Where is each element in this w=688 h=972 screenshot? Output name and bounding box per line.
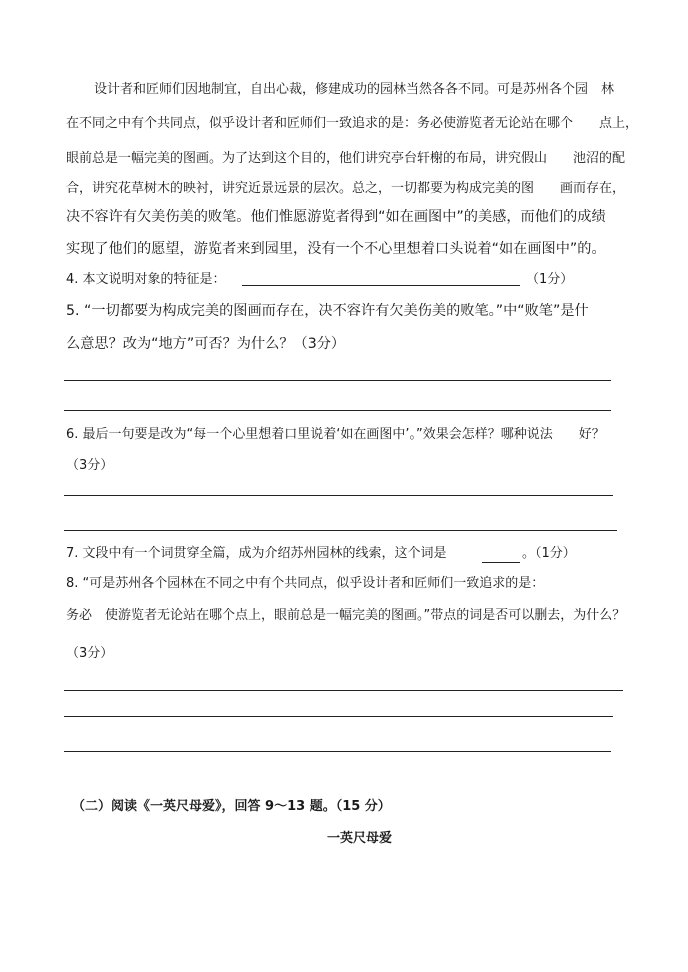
passage-line-4: 合，讲究花草树木的映衬，讲究近景远景的层次。总之，一切都要为构成完美的图 画而存在， — [66, 181, 626, 196]
question-4-score: （1分） — [526, 272, 574, 287]
question-7-score: 。（1分） — [522, 546, 576, 561]
question-8-line-1: 8. “可是苏州各个园林在不同之中有个共同点，似乎设计者和匠师们一致追求的是： — [66, 576, 545, 591]
section-2-heading: （二）阅读《一英尺母爱》，回答 9～13 题。（15 分） — [72, 799, 391, 814]
question-8-line-3: （3分） — [66, 646, 114, 661]
question-5-answer-line-1[interactable] — [64, 380, 611, 381]
question-4-answer-blank[interactable] — [242, 285, 520, 286]
question-5-line-2: 么意思？改为“地方”可否？为什么？（3分） — [66, 336, 346, 352]
question-8-answer-line-2[interactable] — [64, 716, 613, 717]
question-8-answer-line-1[interactable] — [64, 690, 623, 691]
question-6-line-1: 6. 最后一句要是改为“每一个心里想着口里说着‘如在画图中’。”效果会怎样？哪种说法 好？ — [66, 427, 605, 442]
question-6-line-2: （3分） — [66, 458, 114, 473]
question-7-answer-blank[interactable] — [482, 562, 520, 563]
passage-line-3: 眼前总是一幅完美的图画。为了达到这个目的，他们讲究亭台轩榭的布局，讲究假山 池沼的配 — [66, 151, 626, 166]
passage-line-5: 决不容许有欠美伤美的败笔。他们惟愿游览者得到“如在画图中”的美感，而他们的成绩 — [66, 209, 606, 225]
passage-line-6: 实现了他们的愿望，游览者来到园里，没有一个不心里想着口头说着“如在画图中”的。 — [66, 241, 606, 257]
question-7-text: 7. 文段中有一个词贯穿全篇，成为介绍苏州园林的线索，这个词是 — [66, 546, 447, 561]
question-4-text: 4. 本文说明对象的特征是： — [66, 272, 226, 287]
question-5-line-1: 5. “一切都要为构成完美的图画而存在，决不容许有欠美伤美的败笔。”中“败笔”是什 — [66, 303, 589, 319]
question-6-answer-line-1[interactable] — [64, 495, 613, 496]
question-5-answer-line-2[interactable] — [64, 410, 611, 411]
question-8-line-2: 务必 使游览者无论站在哪个点上，眼前总是一幅完美的图画。”带点的词是否可以删去，为什么？ — [66, 608, 626, 623]
section-2-title: 一英尺母爱 — [327, 831, 393, 846]
question-8-answer-line-3[interactable] — [64, 751, 611, 752]
passage-line-2: 在不同之中有个共同点，似乎设计者和匠师们一致追求的是：务必使游览者无论站在哪个 点上， — [66, 116, 639, 131]
passage-line-1: 设计者和匠师们因地制宜，自出心裁，修建成功的园林当然各各不同。可是苏州各个园 林 — [94, 82, 615, 97]
question-6-answer-line-2[interactable] — [64, 530, 617, 531]
